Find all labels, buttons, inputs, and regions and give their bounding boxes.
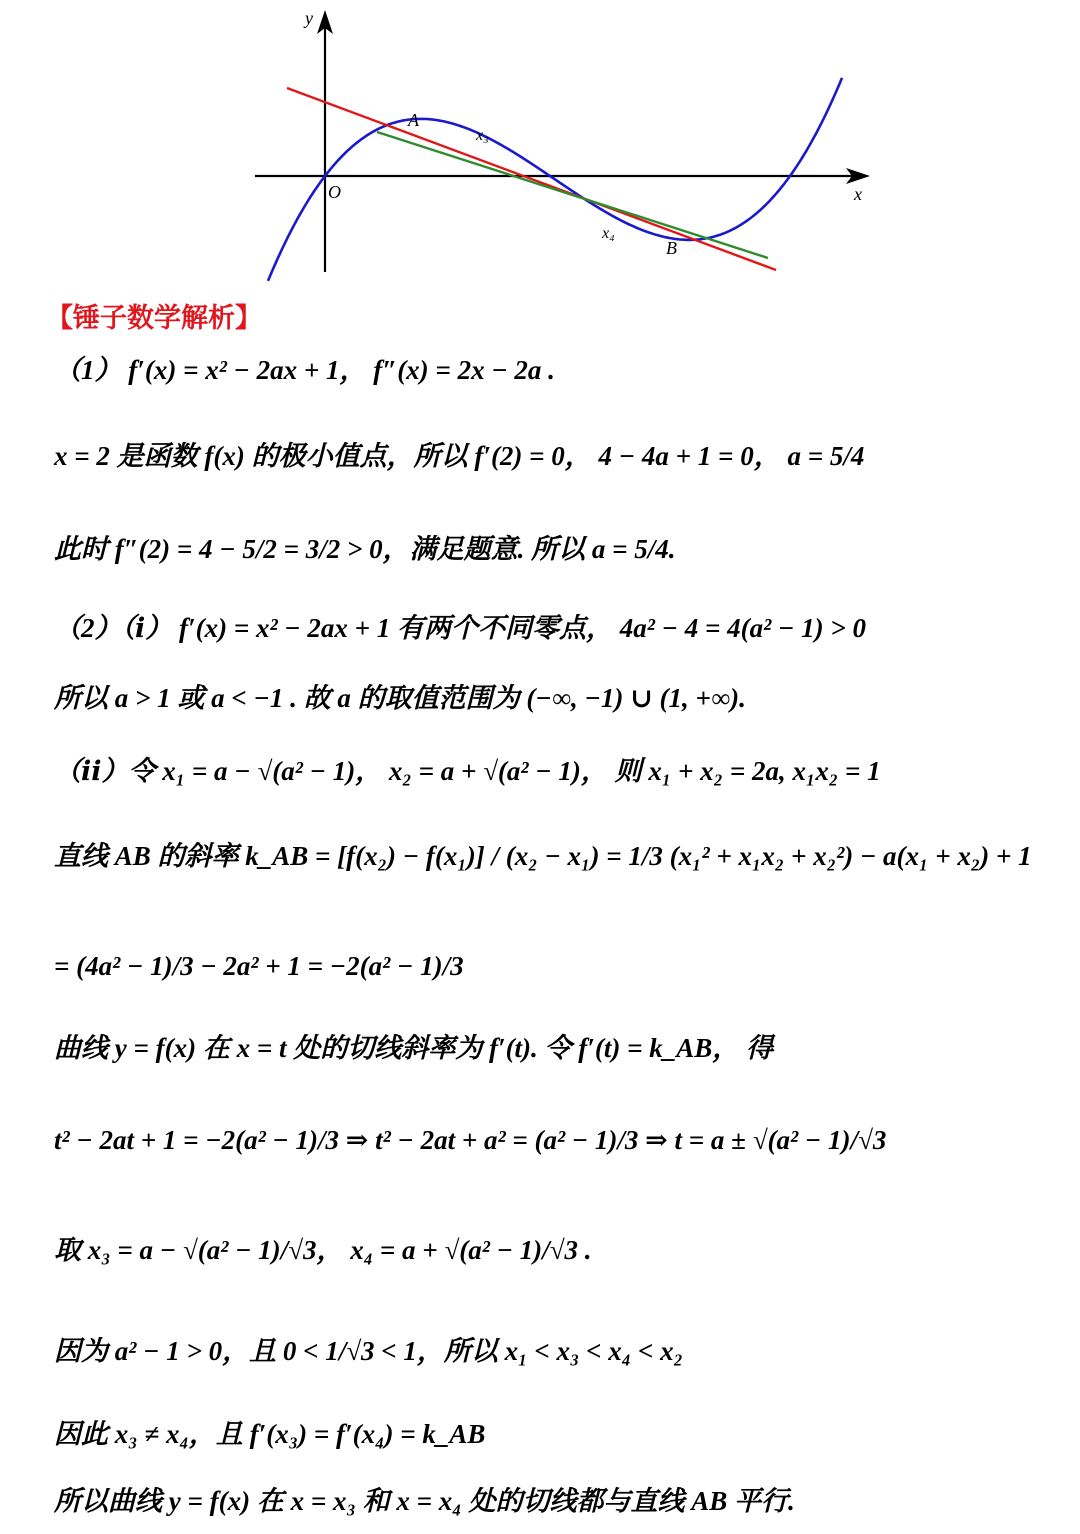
point-A-label: A (408, 110, 419, 130)
x4-label: x₄ (602, 225, 615, 242)
solution-line-9: 曲线 y = f(x) 在 x = t 处的切线斜率为 f′(t). 令 f′(t) = k_AB， 得 (54, 1033, 774, 1063)
function-graph (0, 0, 1080, 290)
solution-line-3: 此时 f″(2) = 4 − 5/2 = 3/2 > 0，满足题意. 所以 a = 5/4. (54, 534, 676, 564)
solution-line-4: （2）（ⅰ） f′(x) = x² − 2ax + 1 有两个不同零点， 4a² − 4 = 4(a² − 1) > 0 (54, 613, 866, 643)
solution-line-10: t² − 2at + 1 = −2(a² − 1)/3 ⇒ t² − 2at + a² = (a² − 1)/3 ⇒ t = a ± √(a² − 1)/√3 (54, 1125, 887, 1155)
solution-line-2: x = 2 是函数 f(x) 的极小值点，所以 f′(2) = 0， 4 − 4a + 1 = 0， a = 5/4 (54, 441, 865, 471)
solution-line-7: 直线 AB 的斜率 k_AB = [f(x₂) − f(x₁)] / (x₂ − x₁) = 1/3 (x₁² + x₁x₂ + x₂²) − a(x₁ + x₂) + 1 (54, 841, 1032, 871)
line-AB (287, 88, 776, 270)
curve-f (268, 78, 842, 281)
x3-label: x₃ (476, 127, 489, 144)
solution-heading: 【锤子数学解析】 (46, 303, 262, 334)
solution-line-1: （1） f′(x) = x² − 2ax + 1， f″(x) = 2x − 2a . (54, 355, 555, 385)
solution-line-13: 因此 x₃ ≠ x₄，且 f′(x₃) = f′(x₄) = k_AB (54, 1419, 486, 1449)
tangent-x3 (377, 132, 768, 258)
solution-line-5: 所以 a > 1 或 a < −1 . 故 a 的取值范围为 (−∞, −1) ∪ (1, +∞). (54, 683, 746, 713)
solution-line-11: 取 x₃ = a − √(a² − 1)/√3， x₄ = a + √(a² − 1)/√3 . (54, 1235, 592, 1265)
origin-label: O (328, 182, 341, 202)
solution-line-14: 所以曲线 y = f(x) 在 x = x₃ 和 x = x₄ 处的切线都与直线 AB 平行. (54, 1486, 795, 1516)
y-axis-label: y (305, 8, 313, 28)
solution-line-8: = (4a² − 1)/3 − 2a² + 1 = −2(a² − 1)/3 (54, 951, 464, 981)
solution-line-6: （ⅱ）令 x₁ = a − √(a² − 1)， x₂ = a + √(a² − 1)， 则 x₁ + x₂ = 2a, x₁x₂ = 1 (54, 756, 881, 786)
solution-line-12: 因为 a² − 1 > 0，且 0 < 1/√3 < 1，所以 x₁ < x₃ < x₄ < x₂ (54, 1336, 683, 1366)
point-B-label: B (666, 238, 677, 258)
x-axis-label: x (854, 184, 862, 204)
